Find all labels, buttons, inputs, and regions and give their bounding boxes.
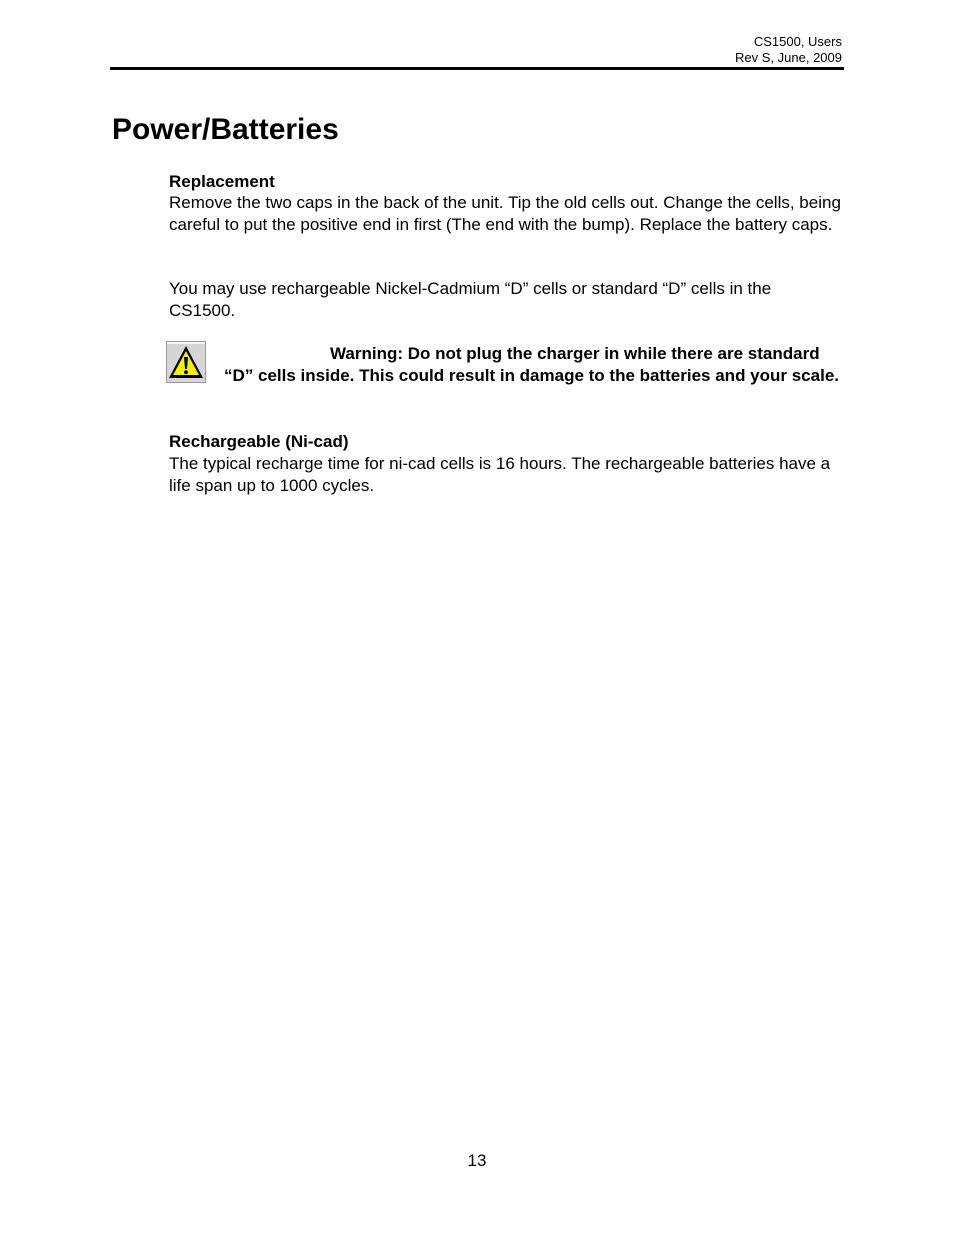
- rechargeable-heading: Rechargeable (Ni-cad): [169, 432, 349, 451]
- warning-triangle-icon: [166, 341, 206, 383]
- header-line-1: CS1500, Users: [753, 34, 842, 49]
- rechargeable-body: The typical recharge time for ni-cad cells is 16 hours. The rechargeable batteries have a life span up to 1000 cycles.: [169, 454, 831, 495]
- warning-text: Warning: Do not plug the charger in while there are standard “D” cells inside. This could result in damage to the batteries and your scale.: [224, 344, 839, 385]
- replacement-body: Remove the two caps in the back of the unit. Tip the old cells out. Change the cells, being careful to put the positive end in first (The end with the bump). Replace the battery caps.: [169, 193, 841, 234]
- page-number: 13: [467, 1151, 487, 1170]
- header-line-2: Rev S, June, 2009: [735, 50, 842, 65]
- running-header: [735, 34, 842, 66]
- header-rule: [110, 67, 844, 70]
- replacement-heading: Replacement: [169, 172, 275, 191]
- cell-type-note: You may use rechargeable Nickel-Cadmium “D” cells or standard “D” cells in the CS1500.: [169, 279, 772, 320]
- page-title: Power/Batteries: [112, 113, 339, 146]
